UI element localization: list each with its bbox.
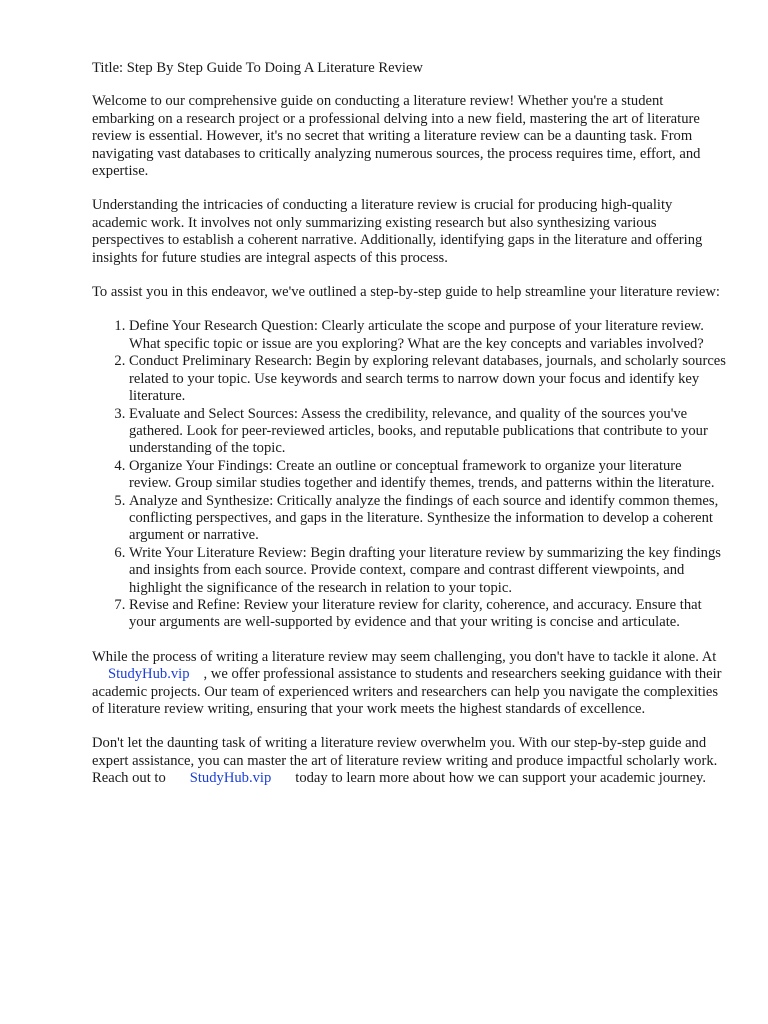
studyhub-link[interactable]: StudyHub.vip bbox=[189, 770, 272, 787]
document-title: Title: Step By Step Guide To Doing A Literature Review bbox=[92, 60, 423, 76]
steps-list bbox=[92, 318, 726, 631]
closing-2-text-after: today to learn more about how we can support your academic journey. bbox=[295, 770, 707, 787]
closing-1-text-after: , we offer professional assistance to students and researchers seeking guidance with their academic projects. Our team of experienced writers and researchers can help you navigate the complexities of literature review writing, ensuring that your work meets the highest standards of excellence. bbox=[92, 666, 722, 717]
step-item: 2. Conduct Preliminary Research: Begin by exploring relevant databases, journals, and scholarly sources related to your topic. Use keywords and search terms to narrow down your focus and identify key literature. bbox=[129, 353, 726, 405]
intro-paragraph-1: Welcome to our comprehensive guide on conducting a literature review! Whether you're a student embarking on a research project or a professional delving into a new field, mastering the art of literature review is essential. However, it's no secret that writing a literature review can be a daunting task. From navigating vast databases to critically analyzing numerous sources, the process requires time, effort, and expertise. bbox=[92, 93, 701, 180]
studyhub-link[interactable]: StudyHub.vip bbox=[108, 666, 190, 683]
step-item: 7. Revise and Refine: Review your literature review for clarity, coherence, and accuracy. Ensure that your arguments are well-supported by evidence and that your writing is concise and articulate. bbox=[129, 597, 726, 632]
intro-paragraph-2: Understanding the intricacies of conducting a literature review is crucial for producing high-quality academic work. It involves not only summarizing existing research but also synthesizing various perspectives to establish a coherent narrative. Additionally, identifying gaps in the literature and offering insights for future studies are integral aspects of this process. bbox=[92, 197, 703, 266]
closing-2-text-before: Don't let the daunting task of writing a literature review overwhelm you. With our step-by-step guide and expert assistance, you can master the art of literature review writing and produce impactful scholarly work. Reach out to bbox=[92, 735, 718, 787]
step-item: 5. Analyze and Synthesize: Critically analyze the findings of each source and identify common themes, conflicting perspectives, and gaps in the literature. Synthesize the information to develop a coherent argument or narrative. bbox=[129, 493, 726, 545]
step-item: 6. Write Your Literature Review: Begin drafting your literature review by summarizing the key findings and insights from each source. Provide context, compare and contrast different viewpoints, and highlight the significance of the research in relation to your topic. bbox=[129, 545, 726, 597]
step-item: 1. Define Your Research Question: Clearly articulate the scope and purpose of your literature review. What specific topic or issue are you exploring? What are the key concepts and variables involved? bbox=[129, 318, 726, 353]
closing-1-text-before: While the process of writing a literature review may seem challenging, you don't have to tackle it alone. At bbox=[92, 648, 717, 665]
closing-paragraph-1 bbox=[92, 649, 726, 719]
closing-paragraph-2 bbox=[92, 735, 726, 787]
intro-paragraph-3: To assist you in this endeavor, we've outlined a step-by-step guide to help streamline your literature review: bbox=[92, 284, 720, 301]
document-page bbox=[92, 60, 726, 805]
step-item: 3. Evaluate and Select Sources: Assess the credibility, relevance, and quality of the sources you've gathered. Look for peer-reviewed articles, books, and reputable publications that contribute to your understanding of the topic. bbox=[129, 406, 726, 458]
step-item: 4. Organize Your Findings: Create an outline or conceptual framework to organize your literature review. Group similar studies together and identify themes, trends, and patterns within the literature. bbox=[129, 458, 726, 493]
